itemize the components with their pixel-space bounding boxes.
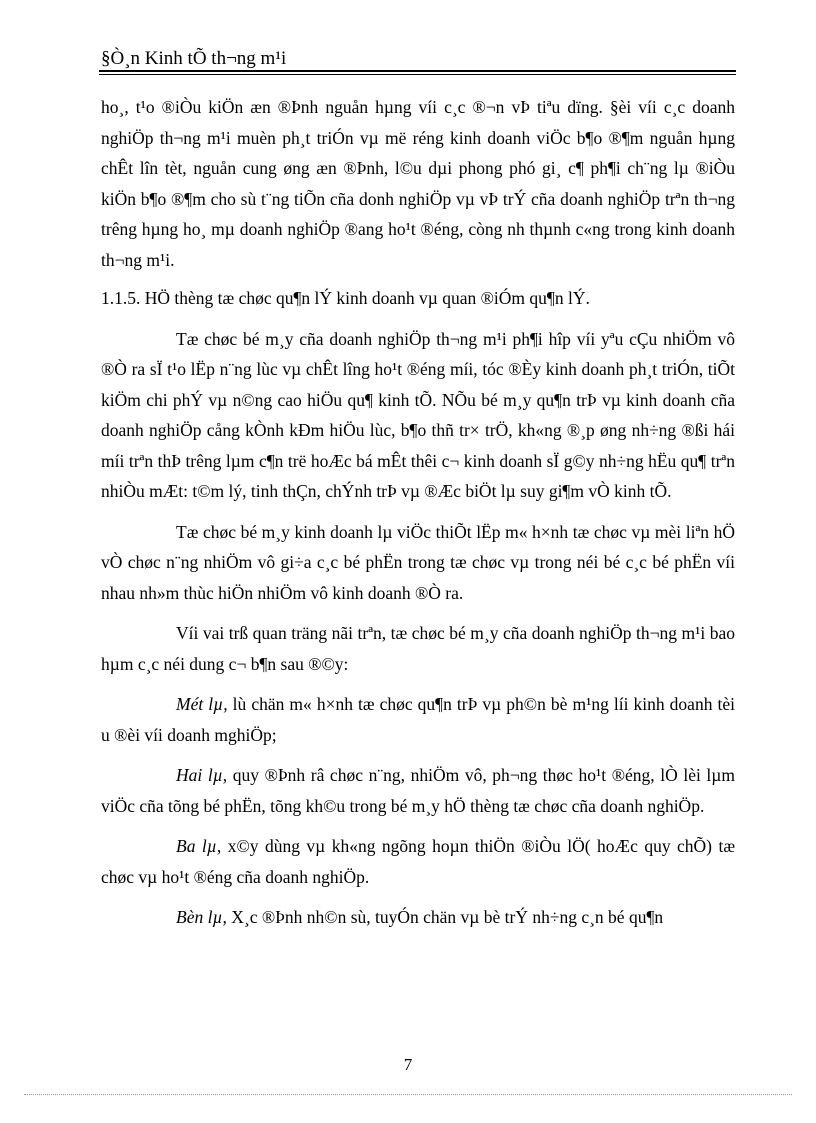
page-number: 7 [403, 1055, 413, 1074]
page-bottom-border [24, 1094, 792, 1095]
paragraph-4: Víi vai trß quan träng nãi trªn, tæ chøc bé m¸y cña doanh nghiÖp th¬ng m¹i bao hµm c¸c néi dung c¬ b¶n sau ®©y: [101, 623, 735, 674]
list-item-3-lead: Ba lµ, [176, 836, 222, 856]
list-item-4 [101, 902, 735, 933]
list-item-3-text: x©y dùng vµ kh«ng ngõng hoµn thiÖn ®iÒu lÖ( hoÆc quy chÕ) tæ chøc vµ ho¹t ®éng cña doanh nghiÖp. [101, 836, 736, 887]
list-item-2-text: quy ®Þnh râ chøc n¨ng, nhiÖm vô, ph¬ng thøc ho¹t ®éng, lÒ lèi lµm viÖc cña tõng bé phËn, tõng kh©u trong bé m¸y hÖ thèng tæ chøc cña doanh nghiÖp. [101, 765, 735, 816]
header-title: §Ò¸n Kinh tÕ th¬ng m¹i [101, 48, 287, 69]
page-header [99, 46, 736, 72]
list-item-2 [101, 760, 735, 821]
list-item-4-text: X¸c ®Þnh nh©n sù, tuyÓn chän vµ bè trÝ nh÷ng c¸n bé qu¶n [226, 907, 664, 927]
paragraph-2: Tæ chøc bé m¸y cña doanh nghiÖp th¬ng m¹i ph¶i hîp víi yªu cÇu nhiÖm vô ®Ò ra sÏ t¹o lËp n¨ng lùc vµ chÊt lîng ho¹t ®éng míi, tóc ®Èy kinh doanh ph¸t triÓn, tiÕt kiÖm chi phÝ vµ n©ng cao hiÖu qu¶ kinh tÕ. NÕu bé m¸y qu¶n trÞ vµ kinh doanh cña doanh nghiÖp cång kÒnh kÐm hiÖu lùc, b¶o thñ tr× trÖ, kh«ng ®¸p øng nh÷ng ®ßi hái míi trªn thÞ trêng lµm c¶n trë hoÆc bá mÊt thêi c¬ kinh doanh sÏ g©y nh÷ng hËu qu¶ trªn nhiÒu mÆt: t©m lý, tinh thÇn, chÝnh trÞ vµ ®Æc biÖt lµ suy gi¶m vÒ kinh tÕ. [101, 328, 735, 501]
list-item-4-lead: Bèn lµ, [176, 907, 227, 927]
list-item-3 [101, 831, 735, 892]
paragraph-3: Tæ chøc bé m¸y kinh doanh lµ viÖc thiÕt lËp m« h×nh tæ chøc vµ mèi liªn hÖ vÒ chøc n¨ng nhiÖm vô gi÷a c¸c bé phËn trong tæ chøc vµ trong néi bé c¸c bé phËn víi nhau nh»m thùc hiÖn nhiÖm vô kinh doanh ®Ò ra. [101, 521, 735, 603]
list-item-1 [101, 689, 735, 750]
section-heading: 1.1.5. HÖ thèng tæ chøc qu¶n lÝ kinh doanh vµ quan ®iÓm qu¶n lÝ. [101, 288, 590, 308]
document-body [101, 92, 735, 933]
list-item-2-lead: Hai lµ, [176, 765, 228, 785]
header-rule-thick [99, 70, 736, 72]
header-rule-thin [99, 74, 736, 75]
list-item-1-text: lù chän m« h×nh tæ chøc qu¶n trÞ vµ ph©n bè m¹ng líi kinh doanh tèi u ®èi víi doanh mghiÖp; [101, 694, 736, 745]
list-item-1-lead: Mét lµ, [176, 694, 228, 714]
paragraph-1: ho¸, t¹o ®iÒu kiÖn æn ®Þnh nguån hµng víi c¸c ®¬n vÞ tiªu dïng. §èi víi c¸c doanh nghiÖp th¬ng m¹i muèn ph¸t triÓn vµ më réng kinh doanh viÖc b¶o ®¶m nguån hµng chÊt lîn tèt, nguån cung øng æn ®Þnh, l©u dµi phong phó gi¸ c¶ ph¶i ch¨ng lµ ®iÒu kiÖn b¶o ®¶m cho sù t¨ng tiÕn cña donh nghiÖp vµ vÞ trÝ cña doanh nghiÖp trªn th¬ng trêng hµng ho¸ mµ doanh nghiÖp ®ang ho¹t ®éng, còng nh thµnh c«ng trong kinh doanh th¬ng m¹i. [101, 97, 735, 270]
